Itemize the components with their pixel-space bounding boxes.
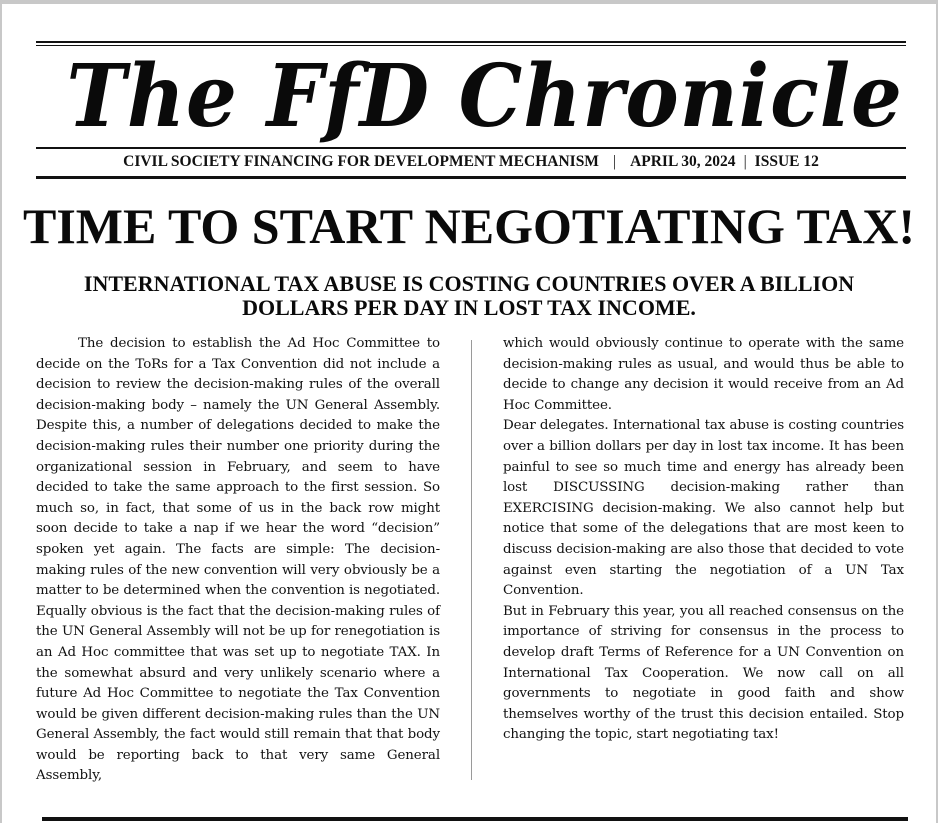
article-paragraph: But in February this year, you all reached consensus on the importance of striving for consensus in the process to develop draft Terms of Reference for a UN Convention on International Tax Cooperation. We now call on all governments to negotiate in good faith and show themselves worthy of the trust this decision entailed. Stop changing the topic, start negotiating tax!: [503, 603, 904, 743]
issue-number: ISSUE 12: [754, 153, 819, 170]
dateline-separator: |: [612, 153, 617, 170]
article-subheadline: INTERNATIONAL TAX ABUSE IS COSTING COUNTRIES OVER A BILLION DOLLARS PER DAY IN LOST TAX INCOME.: [83, 271, 855, 320]
column-divider: [471, 340, 472, 780]
article-paragraph: which would obviously continue to operate with the same decision-making rules as usual, and would thus be able to decide to change any decision it would receive from an Ad Hoc Committee.: [503, 336, 904, 413]
article-right-column: [503, 334, 904, 746]
footer-rule: [42, 817, 908, 821]
dateline-separator: |: [743, 153, 747, 170]
masthead: [36, 41, 906, 183]
article-paragraph: Dear delegates. International tax abuse is costing countries over a billion dollars per day in lost tax income. It has been painful to see so much time and energy has already been lost DISCUSSING decision-making rather than EXERCISING decision-making. We also cannot help but notice that some of the delegations that are most keen to discuss decision-making are also those that decided to vote against even starting the negotiation of a UN Tax Convention.: [503, 418, 904, 599]
newspaper-title: The FfD Chronicle: [66, 46, 903, 147]
newsletter-page: [2, 4, 936, 823]
article-headline: TIME TO START NEGOTIATING TAX!: [23, 198, 915, 254]
masthead-bottom-rule: [36, 176, 906, 179]
organization-name: CIVIL SOCIETY FINANCING FOR DEVELOPMENT MECHANISM: [123, 153, 599, 170]
issue-date: APRIL 30, 2024: [630, 153, 736, 170]
masthead-middle-rule: [36, 147, 906, 149]
masthead-top-rule: [36, 41, 906, 43]
article-paragraph: The decision to establish the Ad Hoc Committee to decide on the ToRs for a Tax Convention did not include a decision to review the decision-making rules of the overall decision-making body – namely the UN General Assembly. Despite this, a number of delegations decided to make the decision-making rules their number one priority during the organizational session in February, and seem to have decided to take the same approach to the first session. So much so, in fact, that some of us in the back row might soon decide to take a nap if we hear the word “decision” spoken yet again. The facts are simple: The decision-making rules of the new convention will very obviously be a matter to be determined when the convention is negotiated. Equally obvious is the fact that the decision-making rules of the UN General Assembly will not be up for renegotiation is an Ad Hoc committee that was set up to negotiate TAX. In the somewhat absurd and very unlikely scenario where a future Ad Hoc Committee to negotiate the Tax Convention would be given different decision-making rules than the UN General Assembly, the fact would still remain that that body would be reporting back to that very same General Assembly,: [36, 336, 440, 784]
article-left-column: [36, 334, 440, 787]
dateline: [36, 150, 906, 174]
